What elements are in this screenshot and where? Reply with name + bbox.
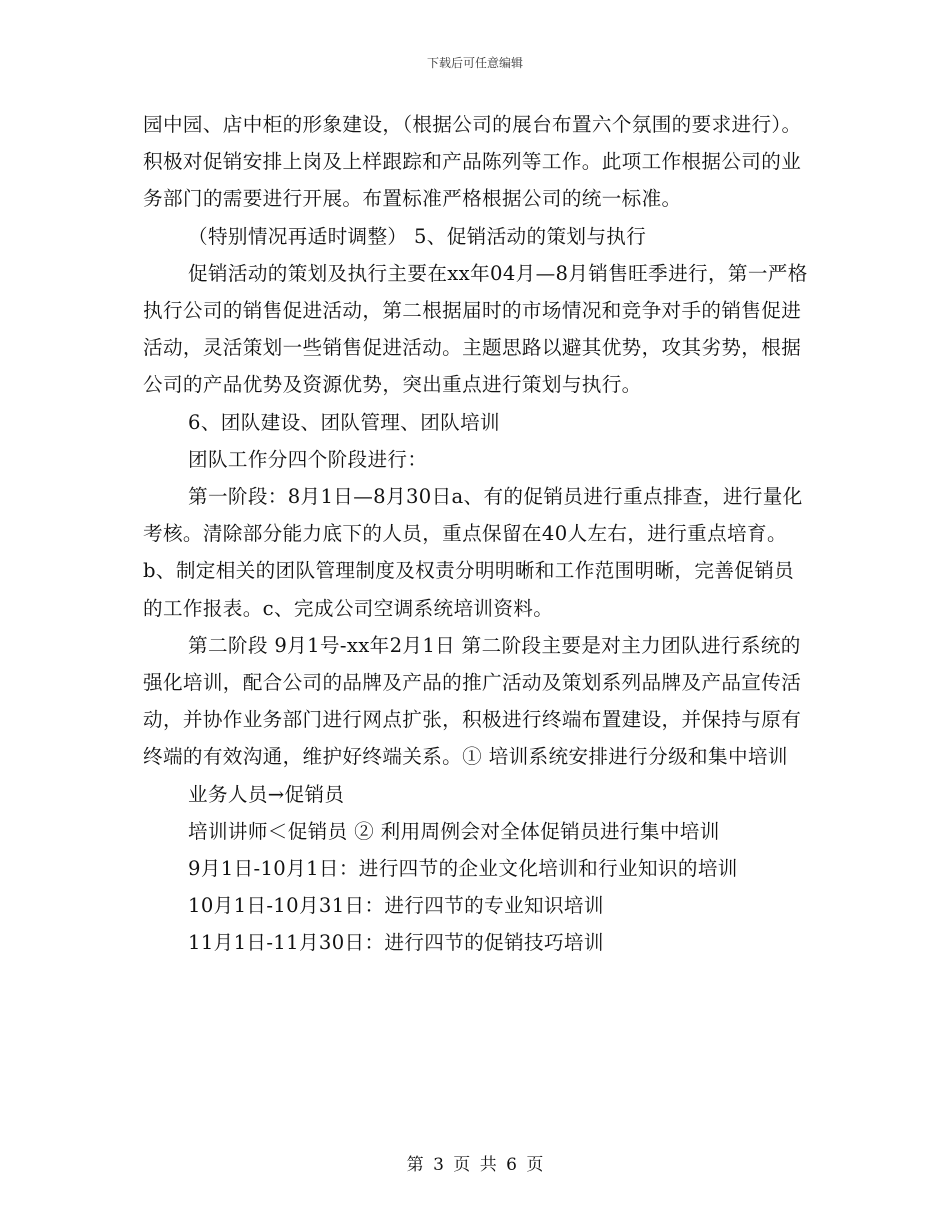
paragraph-8: 业务人员→促销员 xyxy=(188,782,345,806)
paragraph-6: 第一阶段：8月1日—8月30日a、有的促销员进行重点排查，进行量化考核。清除部分能力底下的人员，重点保留在40人左右，进行重点培育。b、制定相关的团队管理制度及权责分明明晰和工作范围明晰，完善促销员的工作报表。c、完成公司空调系统培训资料。 xyxy=(143,485,803,620)
paragraph-1: 园中园、店中柜的形象建设，（根据公司的展台布置六个氛围的要求进行）。积极对促销安排上岗及上样跟踪和产品陈列等工作。此项工作根据公司的业务部门的需要进行开展。布置标准严格根据公司的统一标准。 xyxy=(143,113,802,211)
paragraph-2: （特别情况再适时调整） 5、促销活动的策划与执行 xyxy=(188,224,647,248)
paragraph-4: 6、团队建设、团队管理、团队培训 xyxy=(188,410,500,434)
paragraph-11: 10月1日-10月31日：进行四节的专业知识培训 xyxy=(188,894,604,918)
paragraph-10: 9月1日-10月1日：进行四节的企业文化培训和行业知识的培训 xyxy=(188,857,738,881)
page-header: 下载后可任意编辑 xyxy=(426,56,523,70)
document-body xyxy=(143,106,808,962)
paragraph-7: 第二阶段 9月1号-xx年2月1日 第二阶段主要是对主力团队进行系统的强化培训，配合公司的品牌及产品的推广活动及策划系列品牌及产品宣传活动，并协作业务部门进行网点扩张，积极进行终端布置建设，并保持与原有终端的有效沟通，维护好终端关系。① 培训系统安排进行分级和集中培训 xyxy=(143,633,802,769)
paragraph-5: 团队工作分四个阶段进行： xyxy=(188,447,428,471)
paragraph-3: 促销活动的策划及执行主要在xx年04月—8月销售旺季进行，第一严格执行公司的销售促进活动，第二根据届时的市场情况和竞争对手的销售促进活动，灵活策划一些销售促进活动。主题思路以避其优势，攻其劣势，根据公司的产品优势及资源优势，突出重点进行策划与执行。 xyxy=(143,261,808,397)
page-footer: 第 3 页 共 6 页 xyxy=(406,1155,544,1175)
paragraph-12: 11月1日-11月30日：进行四节的促销技巧培训 xyxy=(188,931,604,955)
paragraph-9: 培训讲师＜促销员 ② 利用周例会对全体促销员进行集中培训 xyxy=(188,819,720,843)
